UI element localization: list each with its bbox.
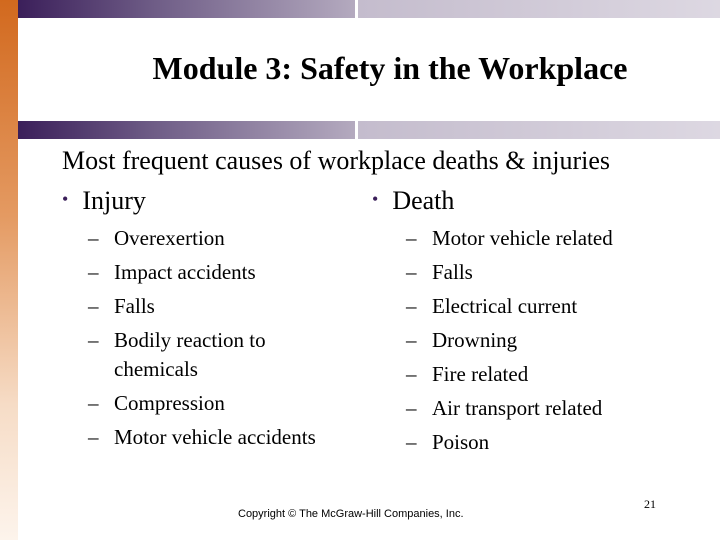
bullet-icon: • [372,189,379,209]
list-item [380,258,670,287]
list-item-text: Air transport related [432,396,603,420]
list-item-text: Impact accidents [114,260,256,284]
injury-label: Injury [82,186,146,215]
list-item-text: Poison [432,430,490,454]
dash-icon: – [406,362,417,386]
page-number: 21 [644,497,656,511]
dash-icon: – [88,328,99,352]
injury-list [62,224,332,457]
death-label: Death [392,186,455,215]
list-item [62,423,332,452]
band-gradient-right [358,0,720,18]
list-item [62,292,332,321]
list-item [62,258,332,287]
dash-icon: – [406,396,417,420]
slide-title: Module 3: Safety in the Workplace [152,50,628,86]
dash-icon: – [406,328,417,352]
band-gradient-left [18,121,355,139]
dash-icon: – [406,226,417,250]
dash-icon: – [88,260,99,284]
list-item [380,326,670,355]
dash-icon: – [88,391,99,415]
list-item-text: Falls [114,294,155,318]
list-item-text: Drowning [432,328,518,352]
list-item [380,428,670,457]
top-decorative-band [18,0,720,18]
list-item [380,394,670,423]
copyright-notice: Copyright © The McGraw-Hill Companies, Inc. [238,508,464,520]
list-item-text: Motor vehicle related [432,226,613,250]
dash-icon: – [88,425,99,449]
list-item-text: Fire related [432,362,529,386]
title-underline-band [18,121,720,139]
death-list [380,224,670,462]
dash-icon: – [406,260,417,284]
dash-icon: – [88,226,99,250]
list-item [380,224,670,253]
list-item [62,224,332,253]
list-item-text: Bodily reaction to chemicals [114,328,266,381]
death-bullet [372,186,454,216]
band-gradient-right [358,121,720,139]
list-item-text: Overexertion [114,226,225,250]
list-item-text: Electrical current [432,294,578,318]
list-item-text: Motor vehicle accidents [114,425,316,449]
band-gradient-left [18,0,355,18]
list-item [62,389,332,418]
list-item-text: Falls [432,260,473,284]
dash-icon: – [406,430,417,454]
bullet-icon: • [62,189,69,209]
list-item [380,292,670,321]
list-item [380,360,670,389]
list-item-text: Compression [114,391,225,415]
dash-icon: – [406,294,417,318]
slide-heading: Most frequent causes of workplace deaths & injuries [62,146,611,175]
list-item [62,326,332,384]
dash-icon: – [88,294,99,318]
injury-bullet [62,186,146,216]
